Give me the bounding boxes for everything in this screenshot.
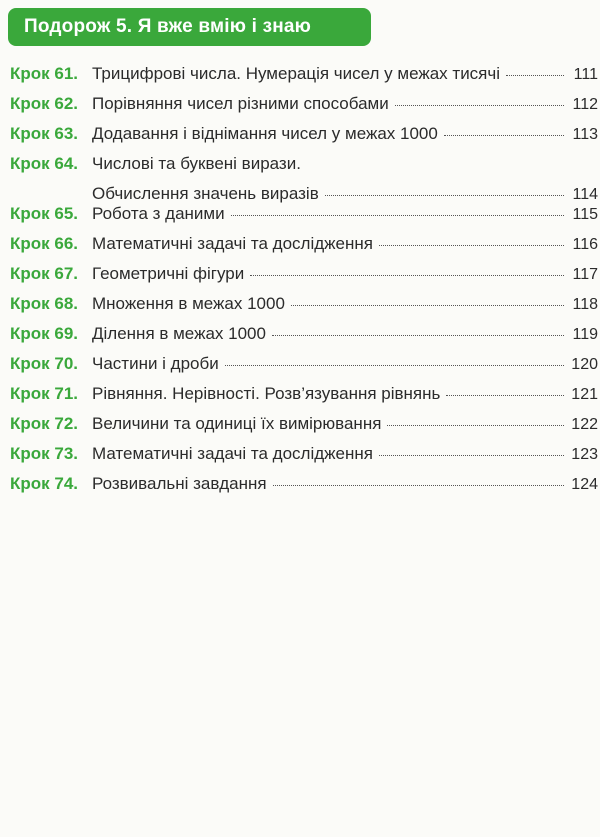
page-number: 111 — [573, 66, 598, 83]
step-number: Крок 72. — [10, 414, 79, 433]
toc-entry-65[interactable] — [10, 199, 598, 229]
entry-title: Робота з даними — [92, 204, 225, 223]
dot-leader — [250, 275, 564, 276]
page-number: 114 — [572, 186, 598, 203]
page-number: 112 — [572, 96, 598, 113]
entry-title: Ділення в межах 1000 — [92, 324, 266, 343]
page-number: 115 — [572, 206, 598, 223]
step-number: Крок 66. — [10, 234, 79, 253]
toc-entry-63[interactable] — [10, 119, 598, 149]
page-number: 120 — [571, 356, 598, 373]
page-number: 121 — [571, 386, 598, 403]
dot-leader — [231, 215, 564, 216]
page-number: 117 — [572, 266, 598, 283]
step-number: Крок 71. — [10, 384, 79, 403]
entry-title: Математичні задачі та дослідження — [92, 444, 373, 463]
page-number: 123 — [571, 446, 598, 463]
dot-leader — [387, 425, 564, 426]
entry-title: Рівняння. Нерівності. Розв’язування рівнянь — [92, 384, 441, 403]
page-number: 116 — [572, 236, 598, 253]
page-number: 119 — [572, 326, 598, 343]
step-number: Крок 61. — [10, 64, 79, 83]
page-number: 113 — [572, 126, 598, 143]
toc-entry-70[interactable] — [10, 349, 598, 379]
entry-title: Розвивальні завдання — [92, 474, 267, 493]
toc-entry-72[interactable] — [10, 409, 598, 439]
dot-leader — [395, 105, 564, 106]
dot-leader — [379, 455, 564, 456]
entry-title: Порівняння чисел різними способами — [92, 94, 389, 113]
step-number: Крок 64. — [10, 154, 79, 173]
step-number: Крок 69. — [10, 324, 79, 343]
toc-entry-71[interactable] — [10, 379, 598, 409]
step-number: Крок 65. — [10, 204, 79, 223]
section-title-banner: Подорож 5. Я вже вмію і знаю — [8, 8, 371, 46]
dot-leader — [379, 245, 564, 246]
toc-entry-69[interactable] — [10, 319, 598, 349]
toc-entry-62[interactable] — [10, 89, 598, 119]
dot-leader — [506, 75, 564, 76]
dot-leader — [325, 195, 564, 196]
entry-title: Множення в межах 1000 — [92, 294, 285, 313]
dot-leader — [446, 395, 564, 396]
entry-title-line-1: Числові та буквені вирази. — [92, 154, 301, 173]
dot-leader — [444, 135, 564, 136]
entry-title: Частини і дроби — [92, 354, 219, 373]
entry-title: Додавання і віднімання чисел у межах 1000 — [92, 124, 438, 143]
step-number: Крок 67. — [10, 264, 79, 283]
entry-title: Математичні задачі та дослідження — [92, 234, 373, 253]
step-number: Крок 62. — [10, 94, 79, 113]
step-number: Крок 63. — [10, 124, 79, 143]
step-number: Крок 68. — [10, 294, 79, 313]
step-number: Крок 73. — [10, 444, 79, 463]
toc-entry-61[interactable] — [10, 59, 598, 89]
page-number: 118 — [572, 296, 598, 313]
entry-title: Трицифрові числа. Нумерація чисел у межах тисячі — [92, 64, 501, 83]
dot-leader — [225, 365, 564, 366]
dot-leader — [291, 305, 564, 306]
page-number: 124 — [571, 476, 598, 493]
toc-entry-67[interactable] — [10, 259, 598, 289]
toc-entry-68[interactable] — [10, 289, 598, 319]
dot-leader — [273, 485, 564, 486]
toc-entry-66[interactable] — [10, 229, 598, 259]
entry-title: Величини та одиниці їх вимірювання — [92, 414, 382, 433]
step-number: Крок 74. — [10, 474, 79, 493]
entry-title-line-2: Обчислення значень виразів — [92, 184, 319, 203]
step-number: Крок 70. — [10, 354, 79, 373]
dot-leader — [272, 335, 564, 336]
page-number: 122 — [571, 416, 598, 433]
toc-entry-74[interactable] — [10, 469, 598, 499]
toc-entry-73[interactable] — [10, 439, 598, 469]
entry-title: Геометричні фігури — [92, 264, 245, 283]
